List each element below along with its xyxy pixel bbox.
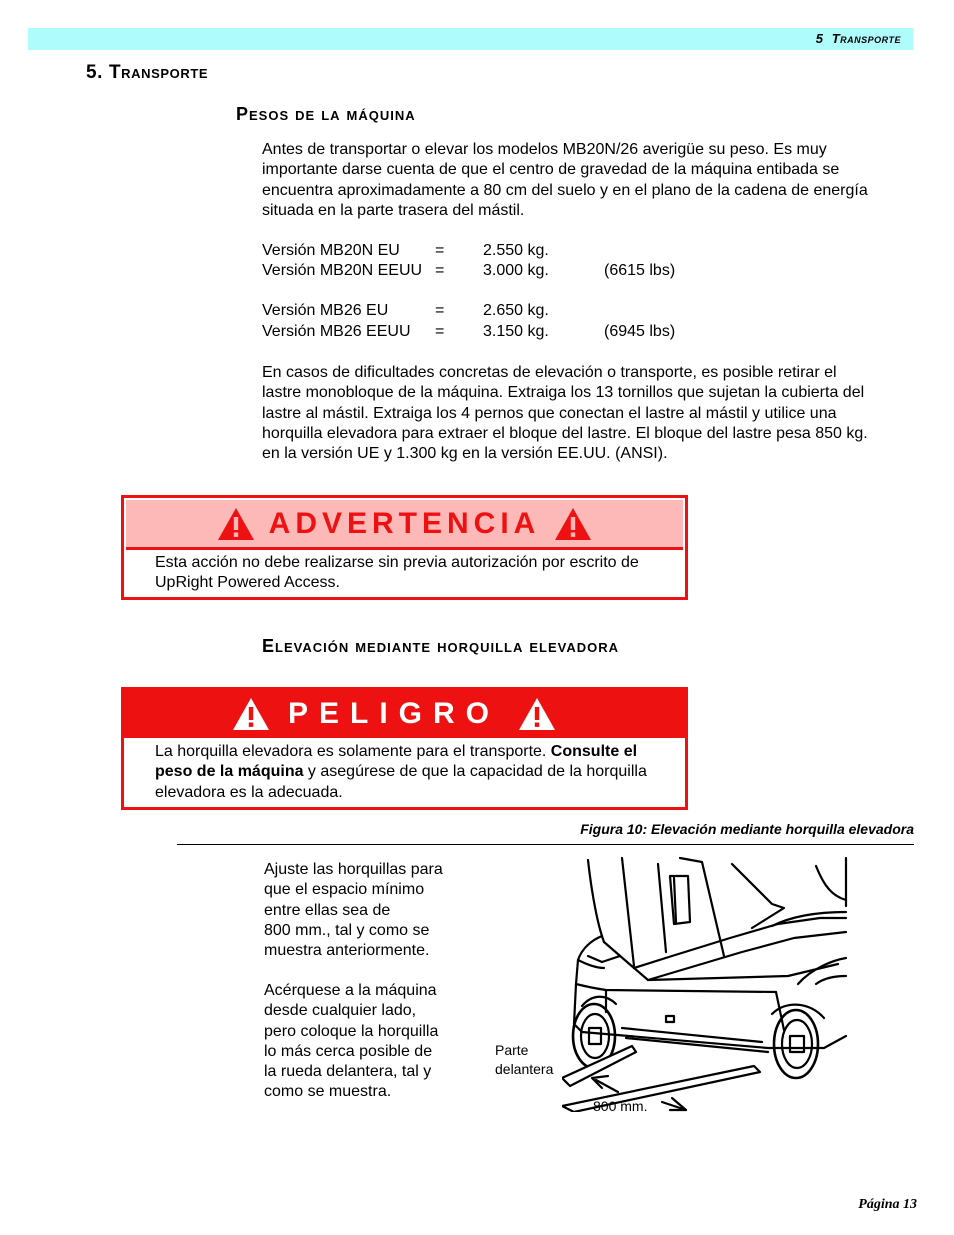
warning-triangle-icon bbox=[554, 507, 592, 541]
section-heading bbox=[86, 62, 208, 84]
spec-lbs: (6615 lbs) bbox=[604, 262, 676, 279]
danger-triangle-icon bbox=[232, 697, 270, 731]
danger-text-normal: La horquilla elevadora es solamente para el transporte. bbox=[155, 743, 551, 760]
weights-intro-line: importante darse cuenta de que el centro de gravedad de la máquina entibada se bbox=[262, 161, 840, 179]
spec-kg: 2.550 kg. bbox=[483, 242, 549, 259]
front-label-line: Parte bbox=[495, 1042, 529, 1058]
danger-line-3: elevadora es la adecuada. bbox=[155, 783, 343, 801]
front-label bbox=[495, 1041, 553, 1079]
spec-kg: 3.150 kg. bbox=[483, 323, 549, 340]
danger-line-1 bbox=[155, 742, 677, 762]
danger-line-2 bbox=[155, 762, 677, 782]
warning-line: Esta acción no debe realizarse sin previa autorización por escrito de bbox=[155, 554, 639, 571]
caption-rule bbox=[177, 844, 914, 845]
danger-header bbox=[124, 690, 685, 738]
forklift-heading: Elevación mediante horquilla elevadora bbox=[262, 636, 620, 656]
danger-text-bold: Consulte el bbox=[550, 743, 638, 760]
instruction-line: muestra anteriormente. bbox=[264, 942, 430, 960]
running-header-text bbox=[816, 31, 901, 46]
warning-title: ADVERTENCIA bbox=[268, 506, 541, 540]
running-header-section: 5 bbox=[815, 31, 824, 46]
distance-label: 800 mm. bbox=[593, 1098, 648, 1114]
weights-intro-paragraph bbox=[262, 140, 922, 221]
ballast-line: horquilla elevadora para extraer el bloque del lastre. El bloque del lastre pesa 850 kg. bbox=[262, 424, 868, 442]
ballast-line: lastre monobloque de la máquina. Extraiga los 13 tornillos que sujetan la cubierta del bbox=[262, 384, 865, 402]
instruction-line: lo más cerca posible de bbox=[264, 1042, 433, 1060]
danger-box bbox=[121, 687, 688, 810]
instruction-line: Ajuste las horquillas para bbox=[264, 861, 443, 878]
instruction-line: entre ellas sea de bbox=[264, 901, 391, 919]
instruction-line: la rueda delantera, tal y bbox=[264, 1063, 432, 1081]
warning-header bbox=[126, 500, 683, 550]
instruction-line: pero coloque la horquilla bbox=[264, 1022, 439, 1040]
section-number: 5. bbox=[86, 62, 104, 83]
warning-triangle-icon bbox=[217, 507, 255, 541]
instruction-line: que el espacio mínimo bbox=[264, 881, 425, 899]
instruction-line: desde cualquier lado, bbox=[264, 1002, 417, 1020]
danger-title: PELIGRO bbox=[288, 697, 501, 730]
weights-intro-line: encuentra aproximadamente a 80 cm del suelo y en el plano de la cadena de energía bbox=[262, 181, 868, 199]
ballast-line: lastre al mástil. Extraiga los 4 pernos que conectan el lastre al mástil y utilice una bbox=[262, 404, 837, 422]
warning-box bbox=[121, 495, 688, 600]
weights-heading: Pesos de la máquina bbox=[236, 104, 416, 124]
danger-text-normal: y asegúrese de que la capacidad de la horquilla bbox=[303, 763, 647, 781]
figure-instructions-2 bbox=[264, 981, 438, 1103]
spec-lbs: (6945 lbs) bbox=[604, 323, 676, 340]
instruction-line: Acérquese a la máquina bbox=[264, 982, 437, 999]
running-header bbox=[28, 28, 913, 50]
spec-model: Versión MB20N EU bbox=[262, 242, 400, 259]
weights-intro-line: Antes de transportar o elevar los modelos MB20N/26 averigüe su peso. Es muy bbox=[262, 141, 827, 158]
forklift-machine-illustration bbox=[562, 856, 848, 1112]
spec-equals: = bbox=[435, 302, 445, 319]
spec-equals: = bbox=[435, 262, 445, 279]
instruction-line: 800 mm., tal y como se bbox=[264, 921, 430, 939]
section-title: Transporte bbox=[108, 62, 209, 83]
spec-model: Versión MB20N EEUU bbox=[262, 262, 423, 279]
running-header-title: Transporte bbox=[831, 31, 901, 46]
ballast-line: en la versión UE y 1.300 kg en la versión EE.UU. (ANSI). bbox=[262, 445, 668, 463]
spec-kg: 3.000 kg. bbox=[483, 262, 549, 279]
figure-caption: Figura 10: Elevación mediante horquilla elevadora bbox=[580, 821, 914, 837]
front-label-line: delantera bbox=[495, 1061, 554, 1077]
warning-line: UpRight Powered Access. bbox=[155, 574, 340, 592]
ballast-paragraph bbox=[262, 363, 932, 464]
danger-text-bold: peso de la máquina bbox=[155, 763, 304, 781]
page-number: Página 13 bbox=[858, 1197, 917, 1212]
warning-text bbox=[155, 553, 677, 594]
spec-model: Versión MB26 EEUU bbox=[262, 323, 411, 340]
instruction-line: como se muestra. bbox=[264, 1083, 392, 1101]
danger-text bbox=[155, 742, 677, 803]
weights-intro-line: situada en la parte trasera del mástil. bbox=[262, 201, 525, 219]
spec-equals: = bbox=[435, 323, 445, 340]
figure-instructions-1 bbox=[264, 860, 443, 961]
danger-triangle-icon bbox=[518, 697, 556, 731]
spec-equals: = bbox=[435, 242, 445, 259]
spec-kg: 2.650 kg. bbox=[483, 302, 549, 319]
ballast-line: En casos de dificultades concretas de elevación o transporte, es posible retirar el bbox=[262, 364, 837, 381]
spec-model: Versión MB26 EU bbox=[262, 302, 389, 319]
